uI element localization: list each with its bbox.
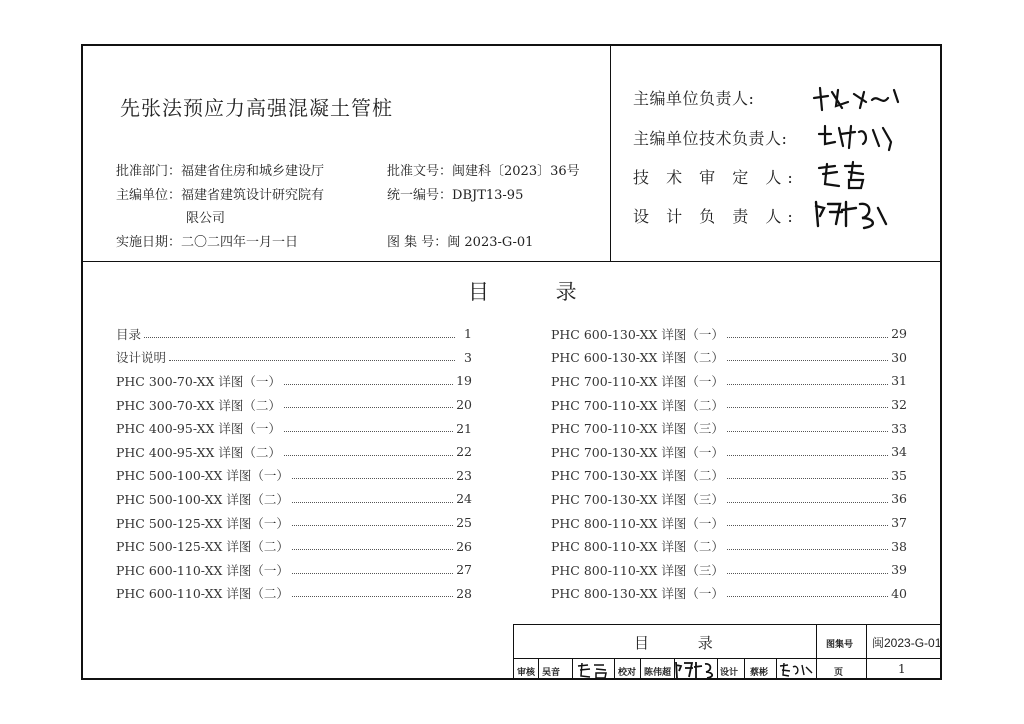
tb-sep <box>776 658 777 680</box>
signature-design-head <box>812 196 892 232</box>
tb-sep <box>717 658 718 680</box>
toc-item[interactable]: PHC 800-110-XX 详图（二） 38 <box>551 538 907 555</box>
title-block-vline-1 <box>816 625 817 679</box>
toc-item[interactable]: PHC 300-70-XX 详图（二） 20 <box>116 397 472 413</box>
toc-item[interactable]: PHC 500-125-XX 详图（二） 26 <box>116 538 472 555</box>
info-chief-unit-cont: 限公司 <box>186 211 226 226</box>
resp-design-head: 设 计 负 责 人: <box>633 207 799 226</box>
design-name: 蔡彬 <box>750 668 769 678</box>
atlas-value: 闽2023-G-01 <box>872 636 942 650</box>
resp-chief-unit-head: 主编单位负责人: <box>633 89 755 108</box>
signature-tech-reviewer <box>815 158 885 192</box>
toc-item[interactable]: PHC 500-100-XX 详图（二） 24 <box>116 491 472 507</box>
tb-sep <box>640 658 641 680</box>
review-name: 吴音 <box>542 668 561 678</box>
resp-chief-unit-tech: 主编单位技术负责人: <box>633 129 788 148</box>
toc-item[interactable]: PHC 700-130-XX 详图（二） 35 <box>551 467 907 484</box>
atlas-label: 图集号 <box>826 640 854 650</box>
toc-item[interactable]: PHC 800-130-XX 详图（一） 40 <box>551 585 907 602</box>
toc-item[interactable]: PHC 700-110-XX 详图（三） 33 <box>551 420 907 437</box>
signature-chief-tech <box>815 120 905 154</box>
toc-item[interactable]: PHC 500-100-XX 详图（一） 23 <box>116 467 472 484</box>
page-value: 1 <box>898 662 906 676</box>
toc-item[interactable]: PHC 600-110-XX 详图（一） 27 <box>116 562 472 578</box>
info-chief-unit: 主编单位：福建省建筑设计研究院有 <box>116 188 325 203</box>
review-label: 审核 <box>517 668 536 678</box>
tb-sep <box>674 658 675 680</box>
toc-item[interactable]: PHC 500-125-XX 详图（一） 25 <box>116 515 472 531</box>
title-block <box>513 624 942 680</box>
toc-item[interactable]: PHC 600-110-XX 详图（二） 28 <box>116 585 472 602</box>
title-block-vline-2 <box>866 625 867 679</box>
toc-left-column <box>116 322 472 605</box>
toc-item[interactable]: PHC 800-110-XX 详图（一） 37 <box>551 515 907 531</box>
sheet-title: 目 录 <box>634 634 735 652</box>
tb-sep <box>572 658 573 680</box>
signature-chief-head <box>808 80 908 114</box>
toc-item[interactable]: PHC 400-95-XX 详图（一） 21 <box>116 420 472 437</box>
info-unified-no: 统一编号：DBJT13-95 <box>387 188 524 203</box>
document-title: 先张法预应力高强混凝土管桩 <box>120 96 393 120</box>
toc-item[interactable]: PHC 700-110-XX 详图（一） 31 <box>551 373 907 389</box>
tb-sep <box>744 658 745 680</box>
tb-sep <box>538 658 539 680</box>
toc-item[interactable]: PHC 600-130-XX 详图（二） 30 <box>551 349 907 366</box>
toc-right-column <box>551 322 907 605</box>
toc-item[interactable]: PHC 800-110-XX 详图（三） 39 <box>551 562 907 578</box>
info-approval-dept: 批准部门：福建省住房和城乡建设厅 <box>116 164 325 179</box>
check-signature <box>674 659 718 681</box>
toc-item[interactable]: PHC 700-130-XX 详图（一） 34 <box>551 444 907 460</box>
header-vertical-divider <box>610 46 611 261</box>
tb-sep <box>614 658 615 680</box>
design-signature <box>778 661 814 679</box>
header-divider <box>83 261 940 262</box>
toc-heading: 目 录 <box>468 280 607 304</box>
design-label: 设计 <box>720 668 739 678</box>
info-atlas-no: 图 集 号：闽 2023-G-01 <box>387 235 534 250</box>
title-block-divider <box>514 658 941 659</box>
review-signature <box>576 660 612 680</box>
resp-tech-reviewer: 技 术 审 定 人: <box>633 168 799 187</box>
check-name: 陈伟超 <box>644 668 672 678</box>
page-label: 页 <box>834 668 844 678</box>
info-effective-date: 实施日期：二〇二四年一月一日 <box>116 235 299 250</box>
info-approval-no: 批准文号：闽建科〔2023〕36号 <box>387 164 580 179</box>
toc-item[interactable]: PHC 400-95-XX 详图（二） 22 <box>116 444 472 460</box>
toc-item[interactable]: 设计说明 3 <box>116 349 472 366</box>
toc-item[interactable]: PHC 700-130-XX 详图（三） 36 <box>551 491 907 507</box>
toc-item[interactable]: PHC 300-70-XX 详图（一） 19 <box>116 373 472 389</box>
toc-item[interactable]: 目录 1 <box>116 326 472 342</box>
toc-item[interactable]: PHC 600-130-XX 详图（一） 29 <box>551 326 907 342</box>
toc-item[interactable]: PHC 700-110-XX 详图（二） 32 <box>551 397 907 413</box>
check-label: 校对 <box>618 668 637 678</box>
